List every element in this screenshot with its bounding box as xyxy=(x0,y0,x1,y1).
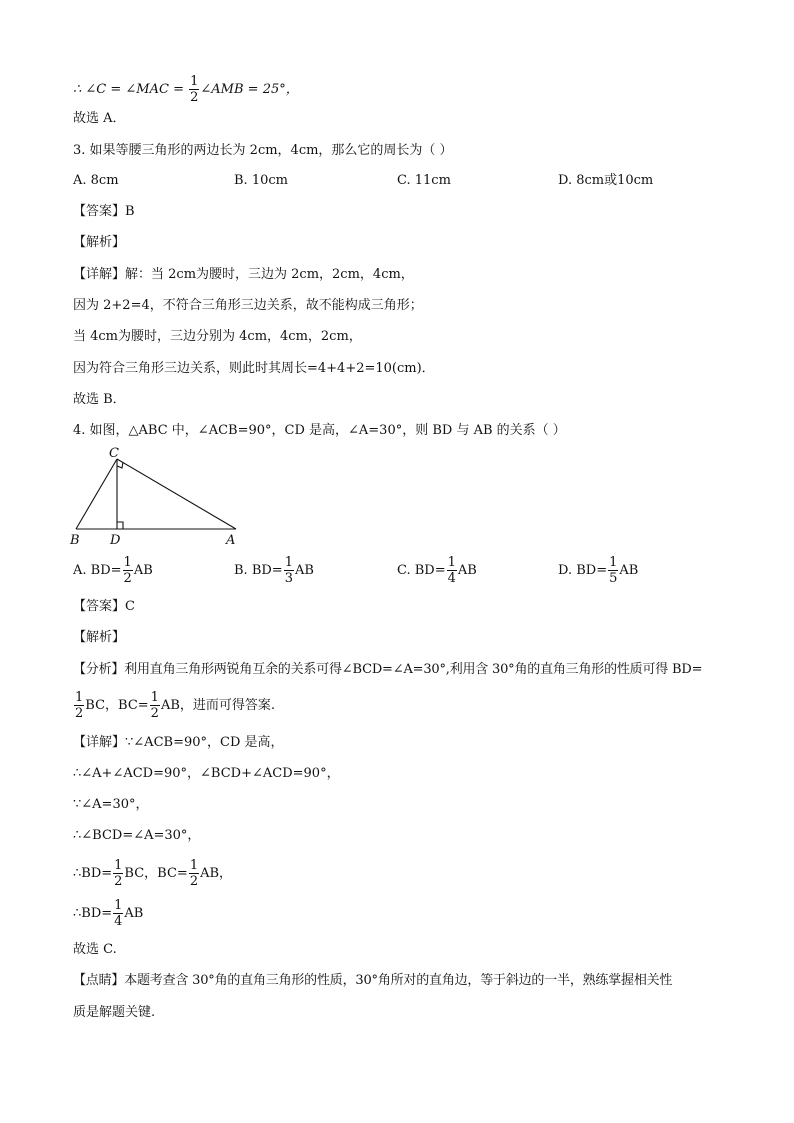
q4-choose: 故选 C. xyxy=(73,942,117,957)
q3-option-b: B. 10cm xyxy=(234,173,288,188)
q4-detail-5-frac-2-den: 2 xyxy=(189,874,199,889)
q2-conclusion-pre: ∴ ∠C = ∠MAC = xyxy=(73,82,189,97)
q3-option-a: A. 8cm xyxy=(73,173,119,188)
q4-answer-line xyxy=(73,599,135,615)
q4-option-a xyxy=(73,555,153,586)
q3-answer-line xyxy=(73,204,135,220)
q4-option-c-pre: C. BD= xyxy=(397,563,446,578)
q2-conclusion-line xyxy=(73,74,299,105)
q4-detail-line-6 xyxy=(73,898,143,929)
q4-option-a-den: 2 xyxy=(123,571,132,586)
q3-stem: 3. 如果等腰三角形的两边长为 2cm，4cm，那么它的周长为（ ） xyxy=(73,143,453,158)
q4-fenxi-mid: BC，BC= xyxy=(85,698,149,713)
q4-fenxi-frac-2 xyxy=(150,690,160,721)
q4-detail-5-mid: BC，BC= xyxy=(124,866,188,881)
q4-stem: 4. 如图，△ABC 中，∠ACB=90°，CD 是高，∠A=30°，则 BD 与 AB 的关系（ ） xyxy=(73,423,566,438)
q4-dianjing-line-2: 质是解题关键. xyxy=(73,1005,156,1020)
q3-detail-line-1 xyxy=(73,267,414,283)
q3-choose: 故选 B． xyxy=(73,392,126,407)
q4-option-c-post: AB xyxy=(457,563,477,578)
q4-option-a-post: AB xyxy=(133,563,153,578)
q4-option-b-den: 3 xyxy=(284,571,293,586)
q4-detail-5-frac-1-num: 1 xyxy=(114,858,123,873)
q4-detail-line-3: ∵∠A=30°， xyxy=(73,797,149,812)
q4-fenxi-frac-2-den: 2 xyxy=(150,706,159,721)
q4-detail-5-frac-2-num: 1 xyxy=(189,858,199,873)
q2-frac-num: 1 xyxy=(190,74,199,89)
q4-dianjing-text-1: 本题考查含 30°角的直角三角形的性质，30°角所对的直角边，等于斜边的一半，熟练掌握相关性 xyxy=(124,973,673,988)
right-angle-mark-d xyxy=(117,522,123,529)
q4-option-a-num: 1 xyxy=(123,555,132,570)
q4-option-c-den: 4 xyxy=(447,571,456,586)
q3-option-c: C. 11cm xyxy=(397,173,451,188)
q4-fenxi-frac-1-den: 2 xyxy=(75,706,84,721)
q4-option-a-pre: A. BD= xyxy=(73,563,122,578)
q3-detail-line-4: 因为符合三角形三边关系，则此时其周长=4+4+2=10(cm)． xyxy=(73,361,435,376)
q4-fenxi-tag: 【分析】 xyxy=(73,662,125,677)
label-b: B xyxy=(70,533,80,548)
q4-option-b-pre: B. BD= xyxy=(234,563,283,578)
q3-option-d: D. 8cm或10cm xyxy=(558,173,654,188)
q4-fenxi-frac-2-num: 1 xyxy=(150,690,159,705)
q3-answer-tag: 【答案】 xyxy=(73,204,126,219)
q3-detail-line-3: 当 4cm为腰时，三边分别为 4cm，4cm，2cm， xyxy=(73,329,362,344)
q4-option-c-frac xyxy=(447,555,457,586)
q4-detail-tag: 【详解】 xyxy=(73,735,126,750)
q4-dianjing-line-1 xyxy=(73,973,672,989)
q4-triangle-figure xyxy=(66,444,246,550)
q4-detail-6-pre: ∴BD= xyxy=(73,906,113,921)
q4-detail-5-frac-1-den: 2 xyxy=(114,874,123,889)
label-d: D xyxy=(110,533,121,548)
q4-detail-6-post: AB xyxy=(124,906,144,921)
q2-fraction xyxy=(189,74,199,105)
label-c: C xyxy=(109,446,119,461)
q4-detail-line-1 xyxy=(73,735,284,751)
q4-answer-tag: 【答案】 xyxy=(73,599,126,614)
q4-option-d-den: 5 xyxy=(609,571,618,586)
q4-option-c xyxy=(397,555,477,586)
q4-option-d-frac xyxy=(608,555,618,586)
q4-option-c-num: 1 xyxy=(447,555,456,570)
q4-detail-6-frac-num: 1 xyxy=(114,898,123,913)
q4-detail-5-post: AB， xyxy=(200,866,233,881)
q4-detail-line-4: ∴∠BCD=∠A=30°， xyxy=(73,828,201,843)
q4-option-a-frac xyxy=(123,555,133,586)
q4-fenxi-frac-1-num: 1 xyxy=(75,690,84,705)
q4-dianjing-tag: 【点睛】 xyxy=(73,973,125,988)
q4-detail-6-frac-den: 4 xyxy=(114,914,123,929)
q4-fenxi-line-1 xyxy=(73,662,702,678)
q3-analysis-tag: 【解析】 xyxy=(73,235,126,250)
q4-detail-line-2: ∴∠A+∠ACD=90°，∠BCD+∠ACD=90°， xyxy=(73,766,340,781)
q4-detail-5-pre: ∴BD= xyxy=(73,866,113,881)
right-angle-mark-c xyxy=(117,462,123,468)
q3-answer: B xyxy=(125,204,135,219)
q4-answer: C xyxy=(125,599,135,614)
q4-option-b-num: 1 xyxy=(284,555,293,570)
q4-option-d-pre: D. BD= xyxy=(558,563,608,578)
q4-detail-5-frac-1 xyxy=(113,858,123,889)
q4-option-b xyxy=(234,555,314,586)
q4-fenxi-line-2 xyxy=(73,690,275,721)
q4-fenxi-text-1: 利用直角三角形两锐角互余的关系可得∠BCD=∠A=30°,利用含 30°角的直角三角形的性质可得 BD= xyxy=(124,662,703,677)
q4-detail-text-1: ∵∠ACB=90°，CD 是高， xyxy=(125,735,284,750)
q2-conclusion-post: ∠AMB = 25°， xyxy=(200,82,299,97)
q4-option-d-num: 1 xyxy=(609,555,618,570)
label-a: A xyxy=(226,533,236,548)
q4-option-d-post: AB xyxy=(619,563,639,578)
segment-bc xyxy=(76,459,117,529)
q4-fenxi-post: AB，进而可得答案. xyxy=(160,698,276,713)
q4-option-d xyxy=(558,555,638,586)
q2-choose: 故选 A． xyxy=(73,111,126,126)
q4-analysis-tag: 【解析】 xyxy=(73,630,126,645)
q4-detail-6-frac xyxy=(113,898,123,929)
q4-option-b-post: AB xyxy=(294,563,314,578)
segment-ca xyxy=(117,459,236,529)
q4-option-b-frac xyxy=(284,555,294,586)
q3-detail-line-2: 因为 2+2=4，不符合三角形三边关系，故不能构成三角形； xyxy=(73,298,423,313)
q4-detail-line-5 xyxy=(73,858,232,889)
q2-frac-den: 2 xyxy=(190,90,199,105)
q4-detail-5-frac-2 xyxy=(189,858,199,889)
q3-detail-tag: 【详解】 xyxy=(73,267,126,282)
q4-fenxi-frac-1 xyxy=(74,690,84,721)
q3-detail-text-1: 解：当 2cm为腰时，三边为 2cm，2cm，4cm， xyxy=(125,267,414,282)
